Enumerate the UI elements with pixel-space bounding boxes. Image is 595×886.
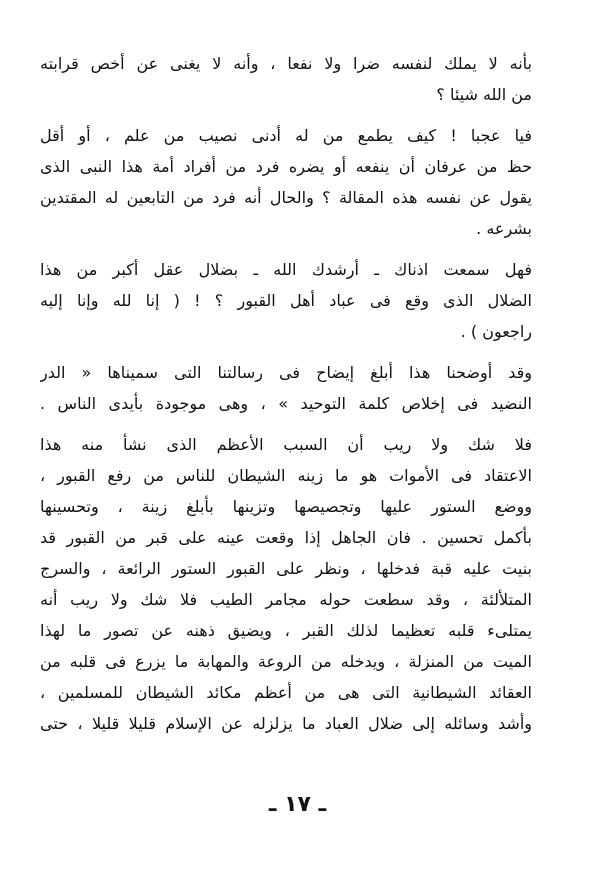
text-line: وأشد وسائله إلى ضلال العباد ما يزلزله عن الإسلام قليلا قليلا ، حتى bbox=[40, 714, 532, 733]
paragraph-4 bbox=[40, 357, 532, 419]
paragraph-2 bbox=[40, 120, 532, 244]
text-line: العقائد الشيطانية التى هى من أعظم مكائد الشيطان للمسلمين ، bbox=[40, 683, 532, 702]
text-line: من الله شيئا ؟ bbox=[436, 85, 532, 104]
paragraph-5 bbox=[40, 429, 532, 739]
text-line: فلا شك ولا ريب أن السبب الأعظم الذى نشأ منه هذا bbox=[40, 435, 532, 454]
text-line: حظ من عرفان أن ينفعه أو يضره فرد من أفراد أمة هذا النبى الذى bbox=[40, 157, 532, 176]
text-line: النضيد فى إخلاص كلمة التوحيد » ، وهى موجودة بأيدى الناس . bbox=[40, 394, 532, 413]
text-line: يمتلىء قلبه تعظيما لذلك القبر ، ويضيق ذهنه عن تصور ما لهذا bbox=[40, 621, 532, 640]
text-line: بأكمل تحسين . فان الجاهل إذا وقعت عينه على قبر من القبور قد bbox=[40, 528, 532, 547]
text-line: فيا عجبا ! كيف يطمع من له أدنى نصيب من علم ، أو أقل bbox=[40, 126, 532, 145]
text-line: الميت من المنزلة ، ويدخله من الروعة والمهابة ما يزرع فى قلبه من bbox=[40, 652, 532, 671]
text-line: ووضع الستور عليها وتجصيصها وتزينها بأبلغ زينة ، وتحسينها bbox=[40, 497, 532, 516]
page-number: ـ ١٧ ـ bbox=[268, 792, 327, 817]
text-line: بأنه لا يملك لنفسه ضرا ولا نفعا ، وأنه لا يغنى عن أخص قرابته bbox=[40, 54, 532, 73]
text-line: فهل سمعت اذناك ـ أرشدك الله ـ بضلال عقل أكبر من هذا bbox=[40, 260, 532, 279]
text-line: يقول عن نفسه هذه المقالة ؟ والحال أنه فرد من التابعين له المقتدين bbox=[40, 188, 532, 207]
text-line: بشرعه . bbox=[476, 219, 532, 238]
text-line: المتلألئة ، وقد سطعت حوله مجامر الطيب فلا شك ولا ريب أنه bbox=[40, 590, 532, 609]
body-text bbox=[40, 48, 532, 739]
text-line: وقد أوضحنا هذا أبلغ إيضاح فى رسالتنا التى سميناها « الدر bbox=[40, 363, 532, 382]
paragraph-3 bbox=[40, 254, 532, 347]
text-line: الضلال الذى وقع فى عباد أهل القبور ؟ ! ( إنا لله وإنا إليه bbox=[40, 291, 532, 310]
text-line: بنيت عليه قبة فدخلها ، ونظر على القبور الستور الرائعة ، والسرج bbox=[40, 559, 532, 578]
text-line: الاعتقاد فى الأموات هو ما زينه الشيطان للناس من رفع القبور ، bbox=[40, 466, 532, 485]
paragraph-1 bbox=[40, 48, 532, 110]
text-line: راجعون ) . bbox=[460, 322, 532, 341]
